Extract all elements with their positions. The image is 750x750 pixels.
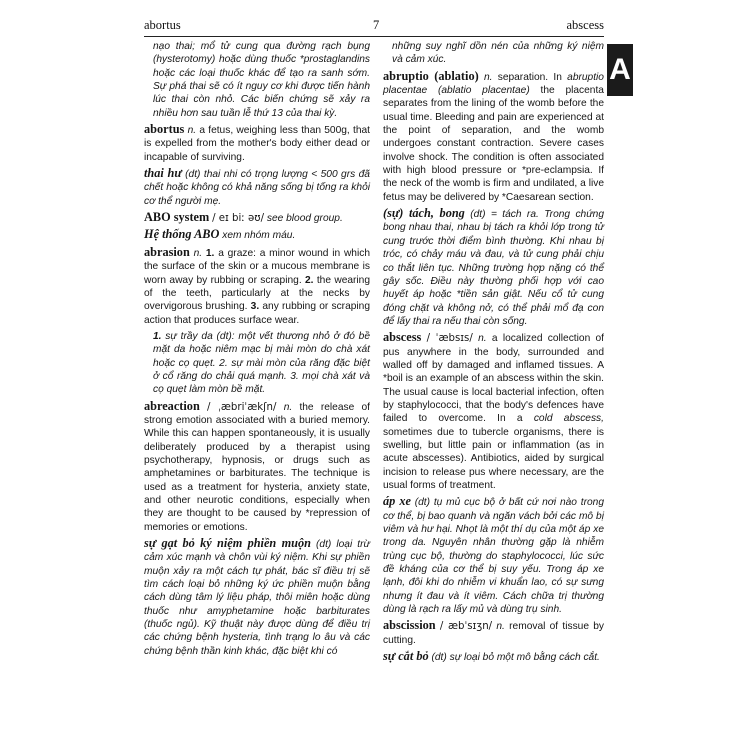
definition-vietnamese: loại trừ cảm xúc mạnh và chôn vùi ký niệm. Khi sự phiền muộn xảy ra một cách tự phát, bác sĩ điều trị sẽ tìm cách loại bỏ những ký ức phiền muộn bằng cách dùng tâm lý liệu pháp, thôi miên hoặc dùng thuốc như amyphetamine hoặc barbiturates (thuốc ngủ). Kỹ thuật này được dùng để điều trị các chứng bệnh hysteria, tình trạng lo âu và các chứng bệnh thần kinh khác, đặc biệt khi có	[144, 539, 370, 657]
part-of-speech: n.	[193, 247, 203, 259]
sense-number: 1.	[205, 247, 215, 259]
headword-vietnamese: áp xe	[383, 494, 411, 509]
entry-su-cat-bo	[383, 650, 604, 664]
header-rule	[144, 36, 604, 37]
cross-reference: see blood group.	[266, 213, 343, 225]
part-of-speech: (dt)	[470, 209, 486, 221]
entry-abrasion-vietnamese	[144, 330, 370, 397]
definition: separation. In	[497, 71, 562, 83]
headword-vietnamese: sự cắt bỏ	[383, 649, 429, 664]
entry-abrasion	[144, 246, 370, 327]
definition-vietnamese: tụ mủ cục bộ ở bất cứ nơi nào trong cơ thể, bị bao quanh và ngăn vách bởi các mô bị viêm và hư hại. Nhọt là một thí dụ của một áp xe trong da. Nguyên nhân thường gặp là nhiễm trùng cục bộ, thường do staphylococci, lúc sức đề kháng của cơ thể bị suy yếu. Trong áp xe lạnh, đôi khi do nhiễm vi khuẩn lao, có sự sưng nhưng ít đau và ít viêm. Cách chữa trị thường dùng là rạch ra lấy mủ và dùng trụ sinh.	[383, 497, 604, 616]
headword-vietnamese: thai hư	[144, 166, 182, 181]
subterm: cold abscess,	[533, 413, 604, 425]
entry-thai-hu	[144, 167, 370, 208]
definition-vietnamese: thai nhi có trọng lượng < 500 grs đã chết hoặc không có khả năng sống bị tống ra khỏi cơ thể người mẹ.	[144, 169, 370, 207]
headword: ABO system	[144, 210, 210, 225]
headword: abrasion	[144, 244, 190, 259]
definition-vietnamese: sự loại bỏ một mô bằng cách cắt.	[449, 652, 600, 664]
definition: removal of tissue by cutting.	[383, 621, 605, 646]
continued-entry-text: nạo thai; mổ tử cung qua đường rạch bụng (hysterotomy) hoặc dùng thuốc *prostaglandins hoặc các loại thuốc khác để tạo ra sanh sớm. Sự phá thai sẽ có ít nguy cơ khi được tiến hành lúc thai còn nhỏ. Các biến chứng sẽ xảy ra nhiều hơn sau tuần lễ thứ 13 của thai kỳ.	[153, 41, 370, 119]
definition-vietnamese: sự trầy da (dt): một vết thương nhỏ ở đó bề mặt da hoặc niêm mạc bị mài mòn do chà xát hoặc cọ quẹt. 2. sự mài mòn của răng đặc biệt ở cổ răng do chải quá mạnh. 3. mọi chà xát và cọ quẹt làm mòn bề mặt.	[153, 330, 370, 396]
continued-entry-text: những suy nghĩ dồn nén của những ký niệm và cảm xúc.	[392, 41, 604, 66]
cross-reference-vietnamese: xem nhóm máu.	[222, 230, 296, 242]
definition: any rubbing or scraping action that produces surface wear.	[144, 301, 370, 326]
headword-vietnamese: (sự) tách, bong	[383, 206, 465, 221]
entry-ap-xe	[383, 495, 604, 616]
entry-su-gat-bo	[144, 537, 370, 658]
right-column	[383, 40, 604, 667]
part-of-speech: n.	[187, 125, 197, 137]
headword: abscission	[383, 618, 436, 633]
part-of-speech: n.	[478, 333, 487, 345]
definition: the release of strong emotion associated with a buried memory. While this can happen spontaneously, it is usually deliberately produced by a therapist using psychotherapy, hypnosis, or drugs such as amphetamines or barbiturates. The technique is used as a treatment for hysteria, anxiety state, and other neurotic conditions, especially when they are thought to be caused by *repression of memories or emotions.	[144, 401, 370, 533]
headword: abortus	[144, 122, 185, 137]
part-of-speech: n.	[283, 401, 293, 413]
sense-number: 1.	[153, 330, 162, 342]
definition: a localized collection of pus anywhere in the body, surrounded and walled off by damaged and inflamed tissues. A *boil is an example of an abscess within the skin. The usual cause is local bacterial infection, often by staphylococci, that the body's defences have failed to overcome. In a	[383, 333, 605, 425]
definition: a fetus, weighing less than 500g, that is expelled from the mother's body either dead or incapable of surviving.	[144, 125, 370, 163]
headword: abruptio (ablatio)	[383, 68, 479, 83]
part-of-speech: (dt)	[414, 497, 431, 509]
sense-number: 2.	[305, 274, 314, 286]
entry-abruptio	[383, 70, 604, 204]
entry-abscess	[383, 331, 604, 492]
part-of-speech: n.	[496, 621, 505, 633]
definition: a graze: a minor wound in which the surface of the skin or a mucous membrane is worn away by rubbing or scraping.	[144, 247, 370, 286]
entry-su-tach-bong	[383, 207, 604, 328]
part-of-speech: n.	[483, 71, 493, 83]
part-of-speech: (dt)	[185, 169, 201, 181]
headword: abscess	[383, 330, 422, 345]
headword-vietnamese: Hệ thống ABO	[144, 227, 220, 242]
page-header	[144, 12, 604, 32]
subterm: abruptio placentae (ablatio placentae)	[383, 71, 604, 97]
header-right-guide-word: abscess	[566, 18, 604, 32]
entry-abscission	[383, 619, 604, 647]
part-of-speech: (dt)	[316, 539, 332, 551]
definition: the wearing of the teeth, particularly at the necks by overvigorous brushing.	[144, 274, 371, 313]
left-column	[144, 40, 370, 661]
headword: abreaction	[144, 398, 200, 413]
page-number: 7	[373, 18, 380, 32]
pronunciation: / æbˈsɪʒn/	[439, 621, 493, 633]
part-of-speech: (dt)	[431, 652, 447, 664]
pronunciation: / ˌæbriˈækʃn/	[207, 401, 277, 413]
entry-abo-system	[144, 211, 370, 225]
entry-abortus	[144, 123, 370, 164]
definition: sometimes due to tubercle organisms, there is swelling, but little pain or inflammation (as in acute abscesses). Antibiotics, aided by surgical incision to release pus where necessary, are the usual forms of treatment.	[383, 426, 604, 491]
thumb-index-tab: A	[607, 44, 633, 96]
sense-number: 3.	[250, 301, 260, 313]
headword-vietnamese: sự gạt bỏ ký niệm phiền muộn	[144, 536, 311, 551]
definition: the placenta separates from the lining of the womb before the usual time. Bleeding and pain are experienced at the point of separation, and the womb undergoes constant contraction. Severe cases involve shock. The condition is often associated with high blood pressure or *pre-eclampsia. If the neck of the womb is firm and undilated, a live fetus may be delivered by *Caesarean section.	[383, 85, 604, 203]
pronunciation: / ˈæbsɪs/	[426, 333, 473, 345]
entry-abreaction	[144, 400, 370, 534]
pronunciation: / eɪ biː əʊ/	[212, 213, 265, 225]
entry-he-thong-abo	[144, 228, 370, 242]
header-left-guide-word: abortus	[144, 18, 181, 32]
definition-vietnamese: = tách ra. Trong chứng bong nhau thai, nhau bị tách ra khỏi lớp trong tử cung trước thời điểm bình thường. Khi nhau bị tróc, có chảy máu và đau, và tử cung phải chịu co thắt liên tục. Những trường hợp nặng có thể gây sốc. Điều này thường phối hợp với cao huyết áp hoặc *tiền sản giật. Nếu cổ tử cung đóng chặt và không nở, có thể phải mổ đạ con để lấy thai ra nếu thai còn sống.	[383, 209, 604, 327]
